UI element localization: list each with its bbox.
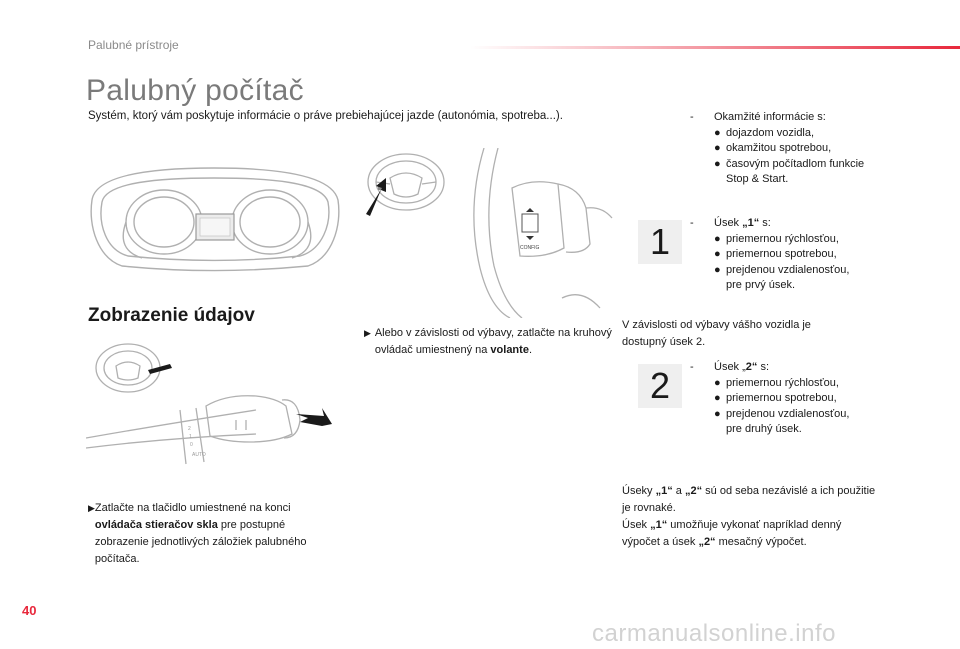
- instant-info-list: - Okamžité informácie s: ● dojazdom vozidla, ● okamžitou spotrebou, ● časovým počítadlom funkcie Stop & Start.: [690, 111, 865, 185]
- steering-wheel-illustration: [360, 148, 450, 220]
- instruction-marker-icon: ▶: [88, 503, 95, 513]
- wiper-stalk-illustration: [86, 338, 346, 474]
- availability-note: V závislosti od výbavy vášho vozidla je dostupný úsek 2.: [622, 319, 811, 348]
- section-header: Palubné prístroje: [88, 38, 179, 52]
- instruction-wiper-stalk: ▶ Zatlačte na tlačidlo umiestnené na konci ovládača stieračov skla pre postupné zobrazenie jednotlivých záložiek palubného počítača.: [88, 500, 333, 568]
- svg-text:1: 1: [189, 434, 192, 440]
- instruction-marker-icon: ▶: [364, 328, 371, 338]
- pointer-arrow-icon: [296, 408, 332, 426]
- closing-paragraph: Úseky „1“ a „2“ sú od seba nezávislé a ich použitie je rovnaké. Úsek „1“ umožňuje vykonať napríklad denný výpočet a úsek „2“ mesačný výpočet.: [622, 485, 876, 548]
- instruction-steering-wheel: ▶ Alebo v závislosti od výbavy, zatlačte na kruhový ovládač umiestnený na volante.: [364, 325, 614, 359]
- trip-2-list: - Úsek „2“ s: ● priemernou rýchlosťou, ● priemernou spotrebou, ● prejdenou vzdialenosťou, pre druhý úsek.: [690, 361, 850, 435]
- arrow-down-icon: [526, 236, 534, 240]
- intro-text: Systém, ktorý vám poskytuje informácie o práve prebiehajúcej jazde (autonómia, spotreba...).: [88, 110, 563, 122]
- page-number: 40: [22, 603, 37, 618]
- svg-text:0: 0: [190, 442, 193, 448]
- page-title: Palubný počítač: [86, 74, 304, 107]
- trip-1-list: - Úsek „1“ s: ● priemernou rýchlosťou, ● priemernou spotrebou, ● prejdenou vzdialenosťou, pre prvý úsek.: [690, 217, 850, 291]
- trip-2-badge: 2: [638, 364, 682, 408]
- config-label: CONFIG: [520, 245, 540, 251]
- auto-label: AUTO: [192, 452, 206, 458]
- arrow-up-icon: [526, 208, 534, 212]
- watermark: carmanualsonline.info: [592, 620, 836, 647]
- steering-wheel-control-illustration: [462, 148, 622, 318]
- header-rule: [470, 46, 960, 49]
- section-subheading: Zobrazenie údajov: [88, 305, 255, 326]
- instrument-cluster-illustration: [86, 160, 346, 280]
- svg-text:2: 2: [188, 426, 191, 432]
- trip-1-badge: 1: [638, 220, 682, 264]
